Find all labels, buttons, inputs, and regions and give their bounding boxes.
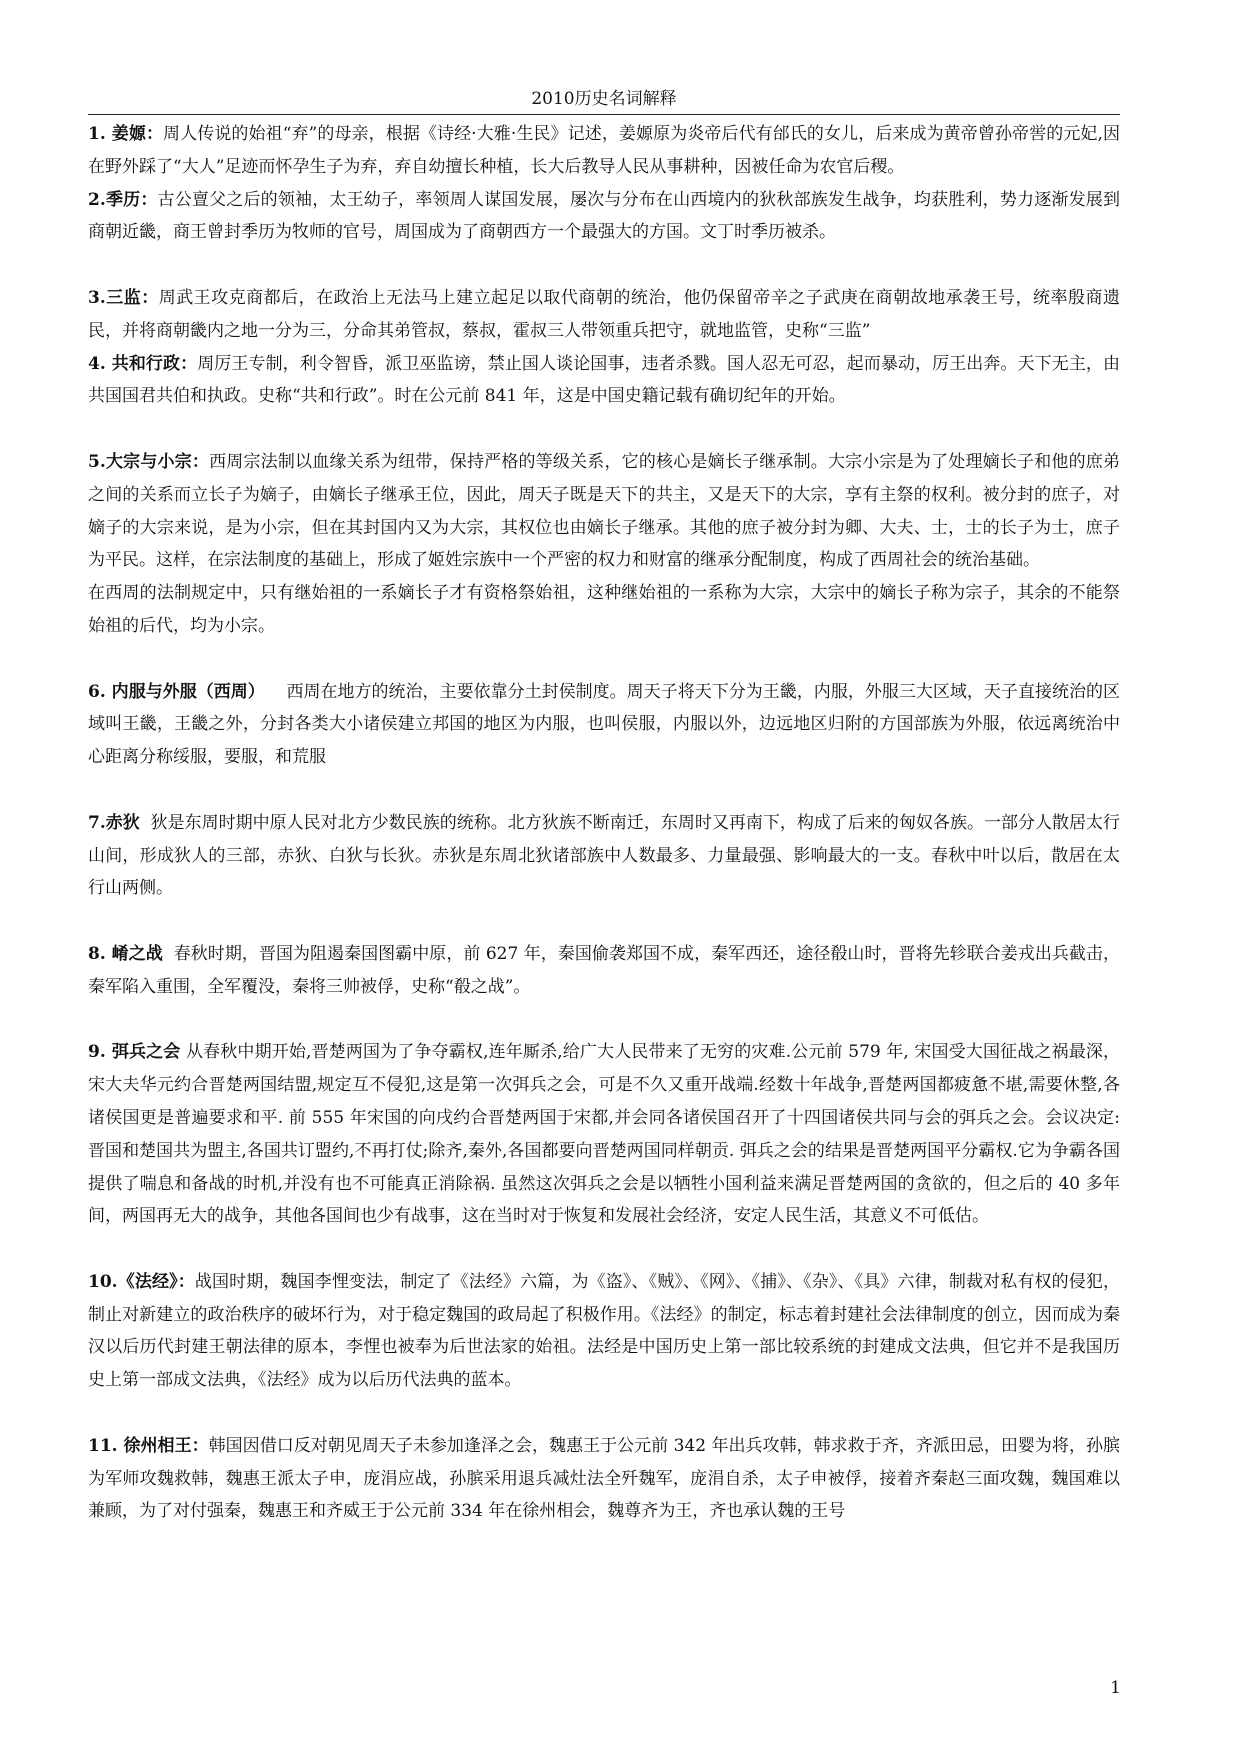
entry-term: 8. 崤之战 — [88, 943, 163, 964]
entry-11 — [88, 1430, 1120, 1528]
entry-text: 在西周的法制规定中，只有继始祖的一系嫡长子才有资格祭始祖，这种继始祖的一系称为大宗，大宗中的嫡长子称为宗子，其余的不能祭始祖的后代，均为小宗。 — [88, 583, 1120, 636]
entry-term: 9. 弭兵之会 — [88, 1042, 181, 1063]
spacer — [88, 774, 1120, 807]
page-header: 2010历史名词解释 — [531, 89, 677, 109]
entry-7 — [88, 807, 1120, 905]
page-number: 1 — [1110, 1678, 1121, 1698]
entry-6 — [88, 676, 1120, 774]
entry-term: 10.《法经》： — [88, 1271, 195, 1292]
entry-4 — [88, 348, 1120, 414]
spacer — [88, 1004, 1120, 1037]
entry-term: 11. 徐州相王： — [88, 1435, 209, 1456]
entry-2 — [88, 184, 1120, 250]
entry-term: 7.赤狄 — [88, 812, 140, 833]
entry-text: 周武王攻克商都后，在政治上无法马上建立起足以取代商朝的统治，他仍保留帝辛之子武庚在商朝故地承袭王号，统率殷商遗民，并将商朝畿内之地一分为三，分命其弟管叔，蔡叔，霍叔三人带领重兵把守，就地监管，史称“三监” — [88, 287, 1121, 341]
entry-3 — [88, 282, 1120, 348]
entry-9 — [88, 1036, 1120, 1233]
entry-term: 1. 姜嫄： — [88, 124, 164, 144]
entry-10 — [88, 1266, 1120, 1397]
entry-text: 战国时期，魏国李悝变法，制定了《法经》六篇，为《盗》、《贼》、《网》、《捕》、《杂》、《具》六律，制裁对私有权的侵犯，制止对新建立的政治秩序的破坏行为，对于稳定魏国的政局起了积极作用。《法经》的制定，标志着封建社会法律制度的创立，因而成为秦汉以后历代封建王朝法律的原本，李悝也被奉为后世法家的始祖。法经是中国历史上第一部比较系统的封建成文法典，但它并不是我国历史上第一部成文法典，《法经》成为以后历代法典的蓝本。 — [88, 1271, 1121, 1391]
entry-1 — [88, 118, 1120, 184]
entry-term: 4. 共和行政： — [88, 353, 198, 374]
entry-text: 西周在地方的统治，主要依靠分土封侯制度。周天子将天下分为王畿，内服，外服三大区域，天子直接统治的区域叫王畿，王畿之外，分封各类大小诸侯建立邦国的地区为内服，也叫侯服，内服以外，边远地区归附的方国部族为外服，依远离统治中心距离分称绥服，要服，和荒服 — [88, 681, 1120, 768]
entry-text: 西周宗法制以血缘关系为纽带，保持严格的等级关系，它的核心是嫡长子继承制。大宗小宗是为了处理嫡长子和他的庶弟之间的关系而立长子为嫡子，由嫡长子继承王位，因此，周天子既是天下的共主，又是天下的大宗，享有主祭的权利。被分封的庶子，对嫡子的大宗来说，是为小宗，但在其封国内又为大宗，其权位也由嫡长子继承。其他的庶子被分封为卿、大夫、士，士的长子为士，庶子为平民。这样，在宗法制度的基础上，形成了姬姓宗族中一个严密的权力和财富的继承分配制度，构成了西周社会的统治基础。 — [88, 451, 1121, 571]
entry-term: 2.季历： — [88, 189, 158, 210]
entry-8 — [88, 938, 1120, 1004]
entry-text: 周厉王专制，利令智昏，派卫巫监谤，禁止国人谈论国事，违者杀戮。国人忍无可忍，起而暴动，厉王出奔。天下无主，由共国国君共伯和执政。史称“共和行政”。时在公元前 841 年，这是中国史籍记载有确切纪年的开始。 — [88, 353, 1121, 407]
spacer — [88, 249, 1120, 282]
entry-text: 古公亶父之后的领袖，太王幼子，率领周人谋国发展，屡次与分布在山西境内的狄秋部族发生战争，均获胜利，势力逐渐发展到商朝近畿，商王曾封季历为牧师的官号，周国成为了商朝西方一个最强大的方国。文丁时季历被杀。 — [88, 189, 1121, 243]
entry-text: 从春秋中期开始,晋楚两国为了争夺霸权,连年厮杀,给广大人民带来了无穷的灾难.公元前 579 年, 宋国受大国征战之祸最深，宋大夫华元约合晋楚两国结盟,规定互不侵犯,这是第一次弭兵之会，可是不久又重开战端.经数十年战争,晋楚两国都疲惫不堪,需要休整,各诸侯国更是普遍要求和平. 前 555 年宋国的向戌约合晋楚两国于宋都,并会同各诸侯国召开了十四国诸侯共同与会的弭兵之会。会议决定:晋国和楚国共为盟主,各国共订盟约,不再打仗;除齐,秦外,各国都要向晋楚两国同样朝贡. 弭兵之会的结果是晋楚两国平分霸权.它为争霸各国提供了喘息和备战的时机,并没有也不可能真正消除祸. 虽然这次弭兵之会是以牺牲小国利益来满足晋楚两国的贪欲的，但之后的 40 多年间，两国再无大的战争，其他各国间也少有战事，这在当时对于恢复和发展社会经济，安定人民生活，其意义不可低估。 — [88, 1042, 1121, 1227]
entry-5 — [88, 446, 1120, 577]
spacer — [88, 1233, 1120, 1266]
entry-text: 春秋时期，晋国为阻遏秦国图霸中原，前 627 年，秦国偷袭郑国不成，秦军西还，途径殽山时，晋将先轸联合姜戎出兵截击，秦军陷入重围，全军覆没，秦将三帅被俘，史称“殽之战”。 — [88, 943, 1120, 997]
spacer — [88, 643, 1120, 676]
spacer — [88, 1397, 1120, 1430]
spacer — [88, 905, 1120, 938]
entry-text: 周人传说的始祖“弃”的母亲，根据《诗经·大雅·生民》记述，姜嫄原为炎帝后代有邰氏的女儿，后来成为黄帝曾孙帝喾的元妃,因在野外踩了“大人”足迹而怀孕生子为弃，弃自幼擅长种植，长大后教导人民从事耕种，因被任命为农官后稷。 — [88, 124, 1121, 177]
entry-text: 狄是东周时期中原人民对北方少数民族的统称。北方狄族不断南迁，东周时又再南下，构成了后来的匈奴各族。一部分人散居太行山间，形成狄人的三部，赤狄、白狄与长狄。赤狄是东周北狄诸部族中人数最多、力量最强、影响最大的一支。春秋中叶以后，散居在太行山两侧。 — [88, 812, 1121, 899]
header-rule — [88, 114, 1120, 115]
spacer — [88, 413, 1120, 446]
document-body — [88, 118, 1120, 1528]
entry-term: 5.大宗与小宗： — [88, 451, 210, 472]
entry-text: 韩国因借口反对朝见周天子未参加逢泽之会，魏惠王于公元前 342 年出兵攻韩，韩求救于齐，齐派田忌，田婴为将，孙膑为军师攻魏救韩，魏惠王派太子申，庞涓应战，孙膑采用退兵减灶法全歼魏军，庞涓自杀，太子申被俘，接着齐秦赵三面攻魏，魏国难以兼顾，为了对付强秦，魏惠王和齐威王于公元前 334 年在徐州相会，魏尊齐为王，齐也承认魏的王号 — [88, 1435, 1120, 1522]
entry-term: 6. 内服与外服（西周） — [88, 681, 265, 702]
entry-term: 3.三监： — [88, 287, 159, 308]
entry-5-extra — [88, 577, 1120, 643]
